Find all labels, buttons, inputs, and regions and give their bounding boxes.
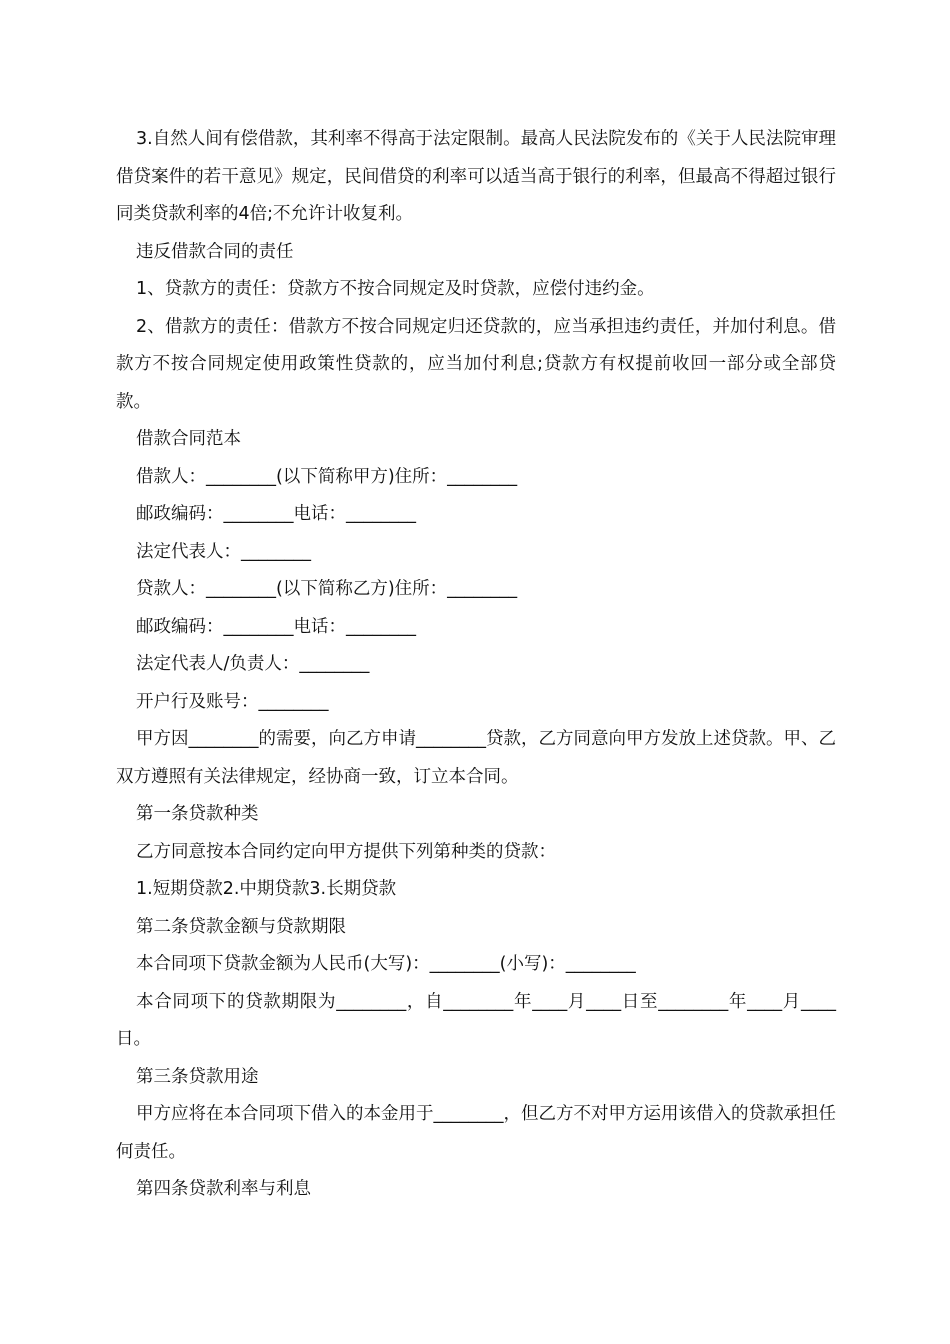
field-lender-legal-rep: 法定代表人/负责人：________	[136, 654, 370, 674]
paragraph-contract-preamble: 甲方因________的需要，向乙方申请________贷款，乙方同意向甲方发放上述贷款。甲、乙双方遵照有关法律规定，经协商一致，订立本合同。	[116, 729, 836, 787]
heading-article-1: 第一条贷款种类	[136, 804, 259, 824]
paragraph-loan-term: 本合同项下的贷款期限为________，自________年____月____日至________年____月____日。	[116, 991, 836, 1049]
field-borrower: 借款人：________(以下简称甲方)住所：________	[136, 466, 518, 487]
document-body	[116, 121, 836, 1209]
heading-contract-template: 借款合同范本	[136, 429, 241, 449]
field-lender: 贷款人：________(以下简称乙方)住所：________	[136, 579, 518, 599]
field-bank-account: 开户行及账号：________	[136, 691, 329, 712]
paragraph-interest-rate-limit: 3.自然人间有偿借款，其利率不得高于法定限制。最高人民法院发布的《关于人民法院审理借贷案件的若干意见》规定，民间借贷的利率可以适当高于银行的利率，但最高不得超过银行同类贷款利率的4倍;不允许计收复利。	[116, 129, 836, 224]
paragraph-loan-amount: 本合同项下贷款金额为人民币(大写)：________(小写)：________	[136, 954, 636, 974]
paragraph-loan-type-options: 1.短期贷款2.中期贷款3.长期贷款	[136, 879, 397, 899]
heading-article-3: 第三条贷款用途	[136, 1066, 259, 1087]
paragraph-loan-type-intro: 乙方同意按本合同约定向甲方提供下列第种类的贷款：	[136, 841, 556, 862]
field-lender-postcode-phone: 邮政编码：________电话：________	[136, 616, 416, 637]
field-borrower-postcode-phone: 邮政编码：________电话：________	[136, 504, 416, 524]
paragraph-lender-liability: 1、贷款方的责任：贷款方不按合同规定及时贷款，应偿付违约金。	[136, 279, 655, 299]
heading-article-4: 第四条贷款利率与利息	[136, 1179, 311, 1199]
field-borrower-legal-rep: 法定代表人：________	[136, 541, 311, 562]
paragraph-borrower-liability: 2、借款方的责任：借款方不按合同规定归还贷款的，应当承担违约责任，并加付利息。借款方不按合同规定使用政策性贷款的，应当加付利息;贷款方有权提前收回一部分或全部贷款。	[116, 316, 836, 412]
heading-breach-liability: 违反借款合同的责任	[136, 241, 294, 262]
paragraph-loan-purpose: 甲方应将在本合同项下借入的本金用于________，但乙方不对甲方运用该借入的贷款承担任何责任。	[116, 1104, 836, 1162]
heading-article-2: 第二条贷款金额与贷款期限	[136, 916, 346, 937]
